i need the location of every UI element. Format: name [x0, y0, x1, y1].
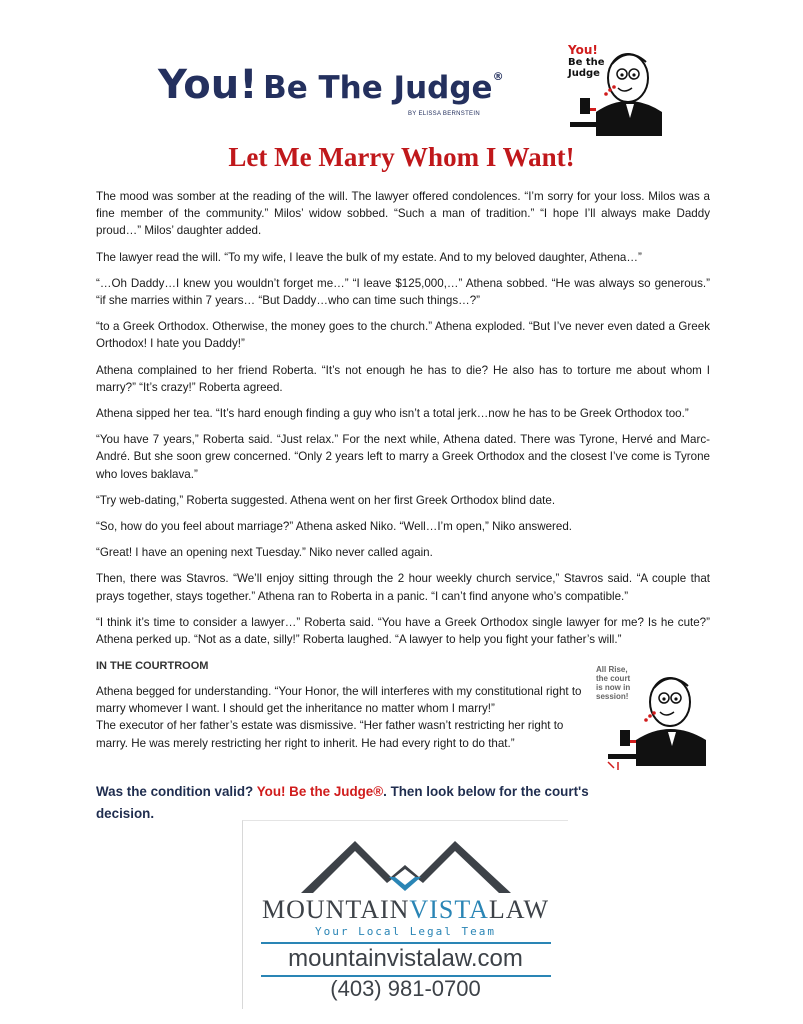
firm-name-law: LAW	[488, 895, 550, 924]
courtroom-heading: IN THE COURTROOM	[96, 660, 209, 672]
story-paragraph: Athena sipped her tea. “It’s hard enough finding a guy who isn’t a total jerk…now he has to be Greek Orthodox too.”	[96, 407, 689, 421]
reader-question	[96, 781, 606, 825]
story-paragraph: “You have 7 years,” Roberta said. “Just relax.” For the next while, Athena dated. There was Tyrone, Hervé and Marc-André. But she soon grew concerned. “Only 2 years left to marry a Greek Orthodox and the closest I’ve come is Tyrone who loves baklava.”	[96, 433, 710, 481]
courtroom-paragraph-executor: The executor of her father’s estate was dismissive. “Her father wasn’t restricting her right to marry. He was merely restricting her right to inherit. He had every right to do that.”	[96, 719, 564, 750]
story-paragraph: “…Oh Daddy…I knew you wouldn’t forget me…” “I leave $125,000,…” Athena sobbed. “He was always so generous.” “if she marries within 7 years… “But Daddy…who can time such things…?”	[96, 276, 710, 308]
story-paragraph: “to a Greek Orthodox. Otherwise, the money goes to the church.” Athena exploded. “But I’ve never even dated a Greek Orthodox! I hate you Daddy!”	[96, 320, 710, 351]
judge-gavel-icon	[594, 662, 706, 772]
story-paragraph: “So, how do you feel about marriage?” Athena asked Niko. “Well…I’m open,” Niko answered.	[96, 520, 573, 534]
question-tail: . Then look below for the court's decision.	[96, 784, 589, 821]
firm-name-mountain: MOUNTAIN	[261, 895, 410, 924]
question-you-be-the-judge: You! Be the Judge®	[256, 784, 384, 799]
firm-name	[243, 895, 568, 925]
brand-registered-mark: ®	[492, 70, 504, 83]
logo-text-you: You!	[568, 43, 598, 57]
bubble-line-1: All Rise,	[596, 665, 628, 674]
brand-wordmark	[158, 62, 504, 108]
judge-logo-icon	[566, 42, 664, 136]
firm-tagline: Your Local Legal Team	[314, 925, 497, 938]
story-body	[96, 188, 710, 657]
courtroom-body	[96, 683, 592, 752]
sponsor-ad	[242, 820, 568, 1009]
brand-you: You!	[158, 62, 258, 108]
firm-phone: (403) 981-0700	[330, 976, 481, 1001]
bubble-line-2: the court	[596, 674, 631, 683]
story-paragraph: The mood was somber at the reading of the will. The lawyer offered condolences. “I’m sorry for your loss. Milos was a fine member of the community.” Milos’ widow sobbed. “Such a man of tradition.” “I hope I’ll always make Daddy proud…” Milos’ daughter added.	[96, 190, 710, 238]
divider-top	[261, 942, 551, 944]
courtroom-paragraph-plaintiff: Athena begged for understanding. “Your Honor, the will interferes with my constitutional right to marry whomever I want. I should get the inheritance no matter whom I marry!”	[96, 685, 582, 716]
logo-text-be-the: Be the	[568, 57, 605, 68]
question-lead: Was the condition valid?	[96, 784, 257, 799]
story-paragraph: “Try web-dating,” Roberta suggested. Athena went on her first Greek Orthodox blind date.	[96, 493, 556, 507]
brand-be-the-judge: Be The Judge	[263, 70, 493, 106]
story-paragraph: The lawyer read the will. “To my wife, I leave the bulk of my estate. And to my beloved daughter, Athena…”	[96, 250, 642, 264]
story-paragraph: Athena complained to her friend Roberta. “It’s not enough he has to die? He also has to torture me about whom I marry?” “It’s crazy!” Roberta agreed.	[96, 363, 710, 394]
firm-website-link[interactable]: mountainvistalaw.com	[288, 945, 523, 972]
article-title: Let Me Marry Whom I Want!	[228, 142, 575, 172]
story-paragraph: “Great! I have an opening next Tuesday.” Niko never called again.	[96, 546, 433, 560]
firm-name-vista: VISTA	[409, 895, 489, 924]
logo-text-judge: Judge	[568, 68, 600, 79]
bubble-line-4: session!	[596, 692, 629, 701]
story-paragraph: Then, there was Stavros. “We’ll enjoy sitting through the 2 hour weekly church service,” Stavros said. “A couple that prays together, stays together.” Athena ran to Roberta in a panic. “I can’t find anyone who’s compatible.”	[96, 572, 710, 603]
byline: BY ELISSA BERNSTEIN	[408, 111, 480, 117]
bubble-line-3: is now in	[596, 683, 631, 692]
story-paragraph: “I think it’s time to consider a lawyer…” Roberta said. “You have a Greek Orthodox single lawyer for me? Is he cute?” Athena perked up. “Not as a date, silly!” Roberta laughed. “A lawyer to help you fight your father’s will.”	[96, 615, 710, 647]
